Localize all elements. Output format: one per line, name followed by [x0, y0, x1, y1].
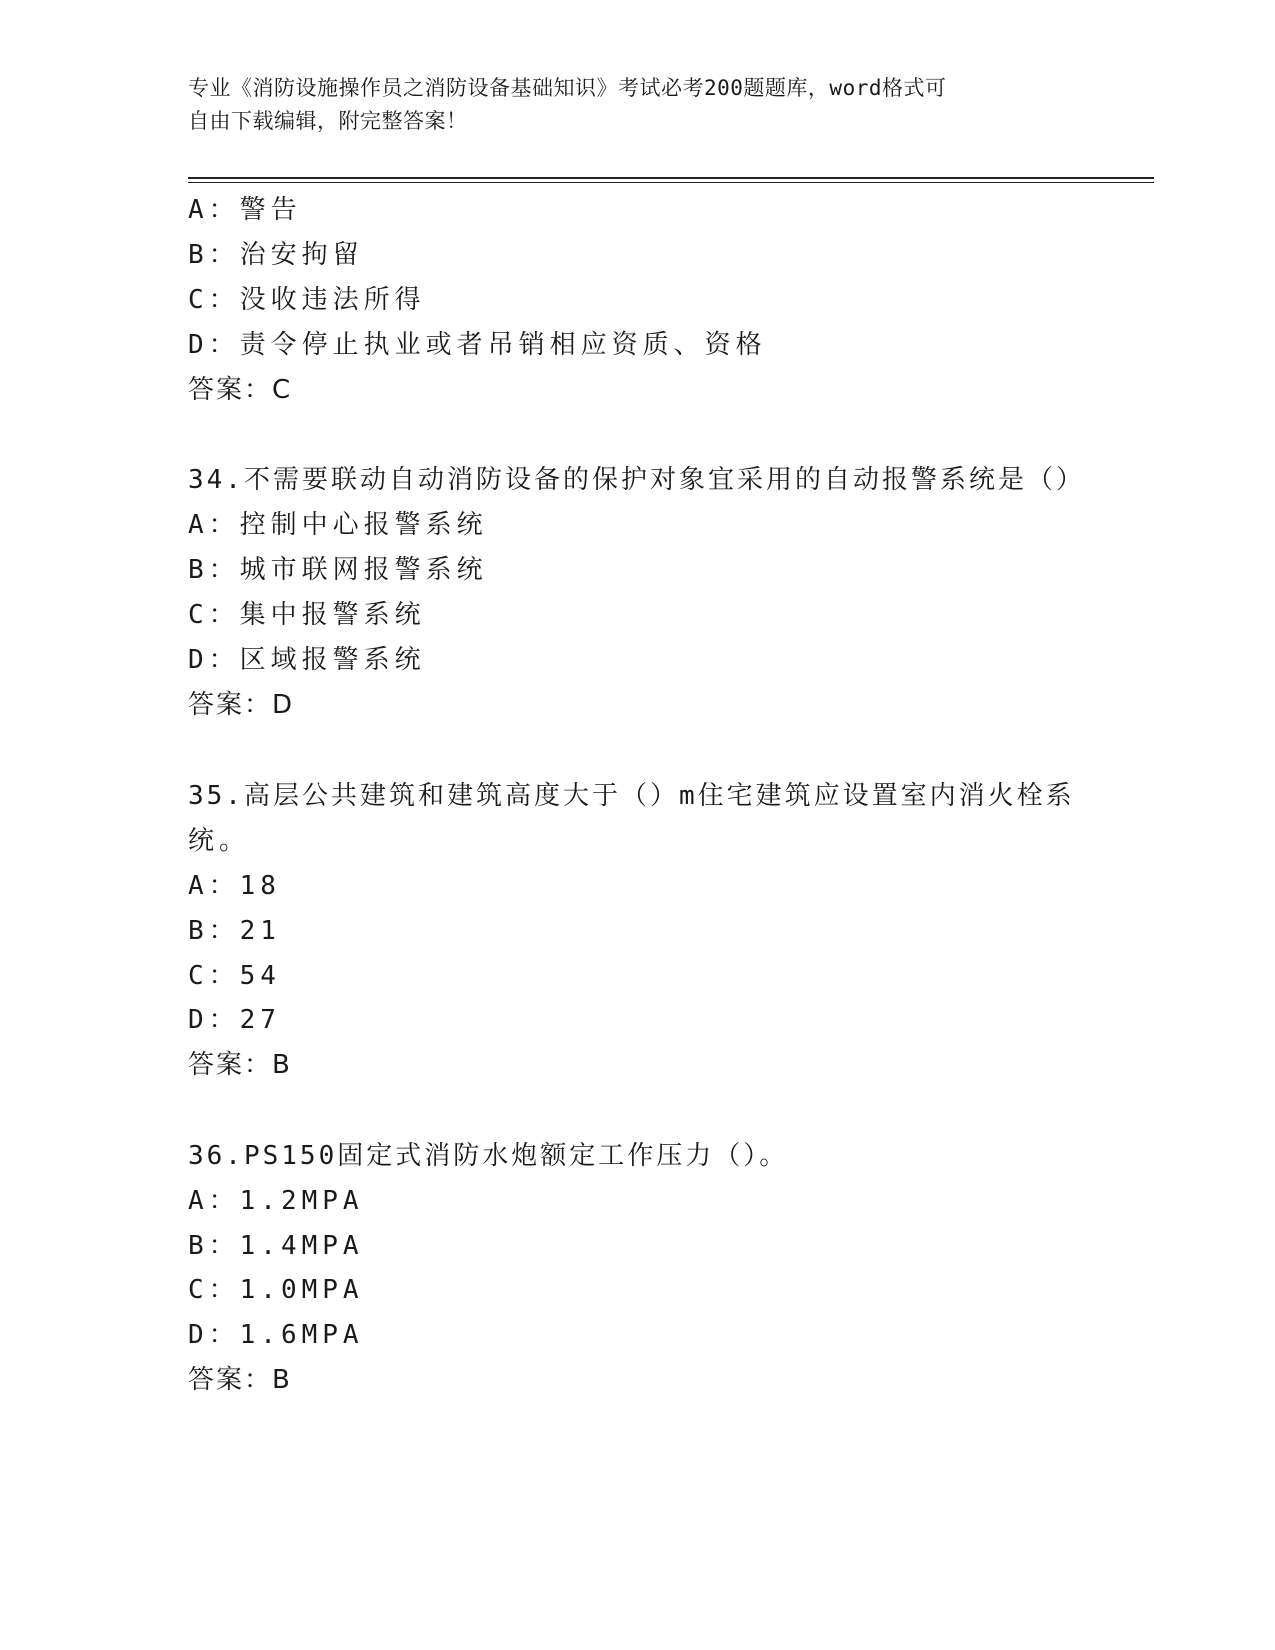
q34-question: 34.不需要联动自动消防设备的保护对象宜采用的自动报警系统是（） — [188, 465, 1085, 495]
q34-option-c: C：集中报警系统 — [188, 600, 426, 630]
header-line-1: 专业《消防设施操作员之消防设备基础知识》考试必考200题题库，word格式可 — [188, 76, 947, 100]
q34-option-b: B：城市联网报警系统 — [188, 555, 488, 585]
q35-option-c: C：54 — [188, 961, 281, 991]
q35-option-d: D：27 — [188, 1005, 281, 1035]
document-header — [188, 72, 1068, 138]
q36-option-d: D：1.6MPA — [188, 1320, 364, 1350]
q35-answer: 答案：B — [188, 1050, 292, 1080]
q36-option-c: C：1.0MPA — [188, 1275, 364, 1305]
prev-option-a: A：警告 — [188, 195, 302, 225]
q34-option-a: A：控制中心报警系统 — [188, 510, 488, 540]
prev-answer: 答案：C — [188, 375, 293, 405]
q36-option-a: A：1.2MPA — [188, 1186, 364, 1216]
q35-option-b: B：21 — [188, 916, 281, 946]
header-divider — [188, 177, 1154, 183]
q34-answer: 答案：D — [188, 690, 295, 720]
q36-option-b: B：1.4MPA — [188, 1231, 364, 1261]
q35-question-line-2: 统。 — [188, 826, 251, 856]
q35-option-a: A：18 — [188, 871, 281, 901]
q35-question-line-1: 35.高层公共建筑和建筑高度大于（）m住宅建筑应设置室内消火栓系 — [188, 781, 1075, 811]
prev-option-c: C：没收违法所得 — [188, 285, 426, 315]
prev-option-b: B：治安拘留 — [188, 240, 364, 270]
header-line-2: 自由下载编辑，附完整答案！ — [188, 109, 468, 133]
q36-question: 36.PS150固定式消防水炮额定工作压力（）。 — [188, 1141, 789, 1171]
q34-option-d: D：区域报警系统 — [188, 645, 426, 675]
q36-answer: 答案：B — [188, 1365, 292, 1395]
prev-option-d: D：责令停止执业或者吊销相应资质、资格 — [188, 330, 767, 360]
